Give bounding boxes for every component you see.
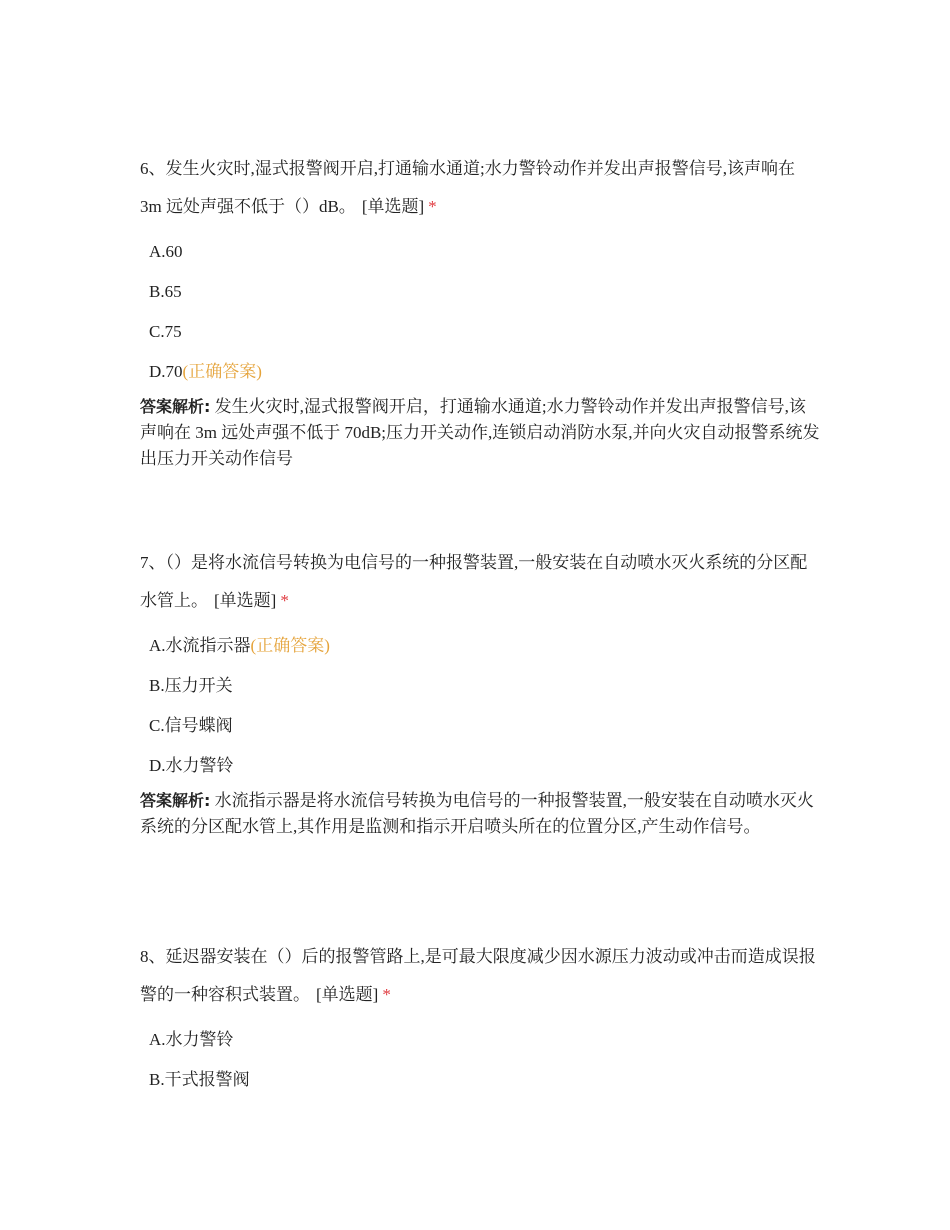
- correct-answer-mark: (正确答案): [250, 636, 330, 655]
- answer-analysis: [140, 394, 820, 472]
- option-label: A.60: [149, 242, 183, 261]
- option-b[interactable]: [140, 1060, 820, 1100]
- correct-answer-mark: (正确答案): [182, 362, 262, 381]
- question-text: 6、发生火灾时,湿式报警阀开启,打通输水通道;水力警铃动作并发出声报警信号,该声响在 3m 远处声强不低于（）dB。: [140, 159, 795, 216]
- question-7: [140, 544, 820, 840]
- question-title: [140, 150, 820, 226]
- question-8: [140, 938, 820, 1100]
- option-c[interactable]: [140, 312, 820, 352]
- question-title: [140, 938, 820, 1014]
- question-text: 7、（）是将水流信号转换为电信号的一种报警装置,一般安装在自动喷水灭火系统的分区配水管上。: [140, 553, 808, 610]
- question-type-tag: [单选题]: [316, 985, 379, 1004]
- option-a[interactable]: [140, 626, 820, 666]
- required-mark: *: [382, 985, 391, 1004]
- option-label: B.65: [149, 282, 182, 301]
- option-c[interactable]: [140, 706, 820, 746]
- option-a[interactable]: [140, 232, 820, 272]
- option-label: C.信号蝶阀: [149, 716, 233, 735]
- option-list: [140, 626, 820, 786]
- option-list: [140, 232, 820, 392]
- question-type-tag: [单选题]: [361, 197, 425, 216]
- option-d[interactable]: [140, 746, 820, 786]
- analysis-text: 发生火灾时,湿式报警阀开启，打通输水通道;水力警铃动作并发出声报警信号,该声响在 3m 远处声强不低于 70dB;压力开关动作,连锁启动消防水泵,并向火灾自动报警系统发出压力开关动作信号: [140, 397, 820, 468]
- analysis-label: 答案解析:: [140, 791, 211, 810]
- question-text: 8、延迟器安装在（）后的报警管路上,是可最大限度减少因水源压力波动或冲击而造成误报警的一种容积式装置。: [140, 947, 816, 1004]
- question-title: [140, 544, 820, 620]
- question-type-tag: [单选题]: [214, 591, 277, 610]
- analysis-text: 水流指示器是将水流信号转换为电信号的一种报警装置,一般安装在自动喷水灭火系统的分区配水管上,其作用是监测和指示开启喷头所在的位置分区,产生动作信号。: [140, 791, 814, 836]
- required-mark: *: [428, 197, 437, 216]
- option-label: A.水流指示器: [149, 636, 251, 655]
- option-label: B.干式报警阀: [149, 1070, 250, 1089]
- option-b[interactable]: [140, 272, 820, 312]
- option-list: [140, 1020, 820, 1100]
- question-6: [140, 150, 820, 472]
- option-label: A.水力警铃: [149, 1030, 234, 1049]
- required-mark: *: [280, 591, 289, 610]
- analysis-label: 答案解析:: [140, 397, 211, 416]
- answer-analysis: [140, 788, 820, 840]
- option-label: D.70: [149, 362, 183, 381]
- option-label: C.75: [149, 322, 182, 341]
- option-label: B.压力开关: [149, 676, 233, 695]
- option-label: D.水力警铃: [149, 756, 234, 775]
- option-a[interactable]: [140, 1020, 820, 1060]
- option-b[interactable]: [140, 666, 820, 706]
- option-d[interactable]: [140, 352, 820, 392]
